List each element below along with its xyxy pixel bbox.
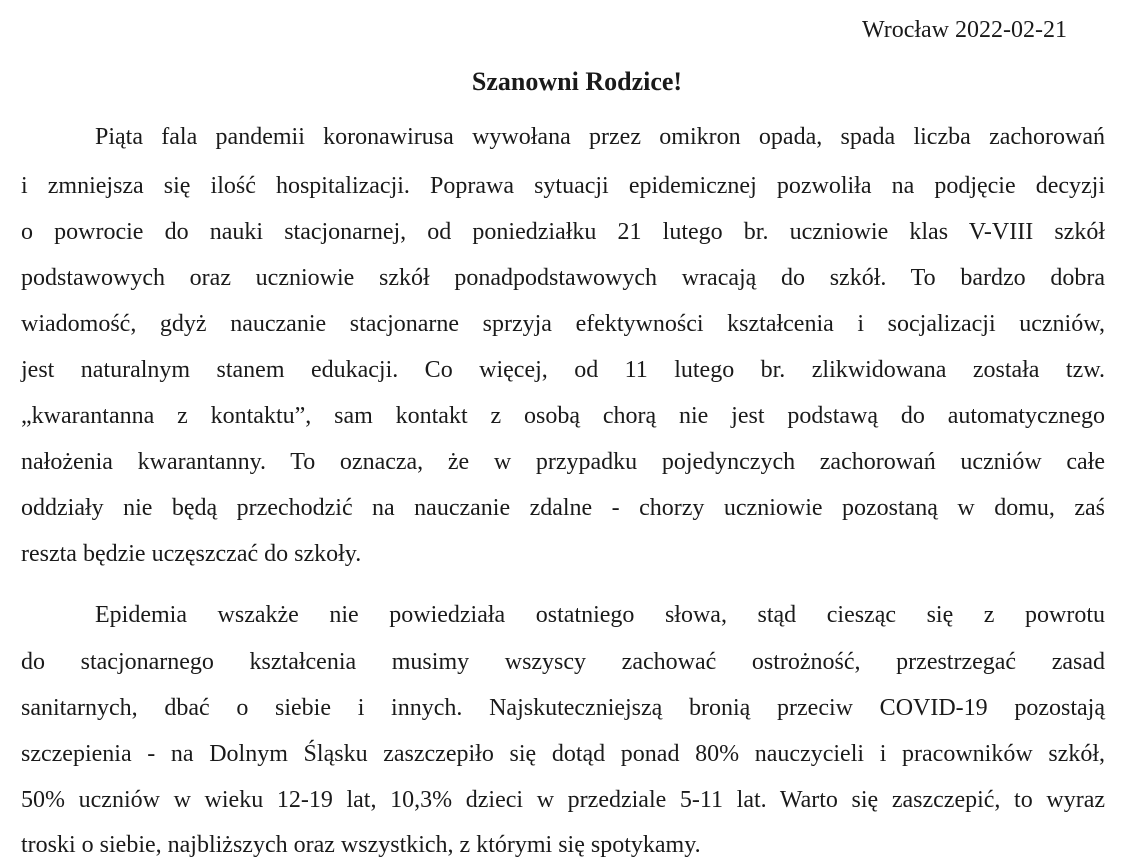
place-date: Wrocław 2022-02-21	[862, 17, 1067, 43]
text-line: „kwarantanna z kontaktu”, sam kontakt z osobą chorą nie jest podstawą do automatycznego	[21, 403, 1105, 429]
text-line: szczepienia - na Dolnym Śląsku zaszczepiło się dotąd ponad 80% nauczycieli i pracowników szkół,	[21, 741, 1105, 767]
text-line: i zmniejsza się ilość hospitalizacji. Poprawa sytuacji epidemicznej pozwoliła na podjęcie decyzji	[21, 173, 1105, 199]
text-line: sanitarnych, dbać o siebie i innych. Najskuteczniejszą bronią przeciw COVID-19 pozostają	[21, 695, 1105, 721]
text-line: reszta będzie uczęszczać do szkoły.	[21, 541, 362, 567]
letter-title: Szanowni Rodzice!	[471, 67, 683, 96]
text-line: Epidemia wszakże nie powiedziała ostatniego słowa, stąd ciesząc się z powrotu	[95, 602, 1105, 628]
text-line: podstawowych oraz uczniowie szkół ponadpodstawowych wracają do szkół. To bardzo dobra	[21, 265, 1105, 291]
text-line: do stacjonarnego kształcenia musimy wszyscy zachować ostrożność, przestrzegać zasad	[21, 649, 1105, 675]
text-line: nałożenia kwarantanny. To oznacza, że w przypadku pojedynczych zachorowań uczniów całe	[21, 449, 1105, 475]
text-line: wiadomość, gdyż nauczanie stacjonarne sprzyja efektywności kształcenia i socjalizacji uczniów,	[21, 311, 1105, 337]
text-line: 50% uczniów w wieku 12-19 lat, 10,3% dzieci w przedziale 5-11 lat. Warto się zaszczepić, to wyraz	[21, 787, 1105, 813]
text-line: troski o siebie, najbliższych oraz wszystkich, z którymi się spotykamy.	[21, 832, 701, 858]
text-line: Piąta fala pandemii koronawirusa wywołana przez omikron opada, spada liczba zachorowań	[95, 124, 1105, 150]
text-line: o powrocie do nauki stacjonarnej, od poniedziałku 21 lutego br. uczniowie klas V-VIII szkół	[21, 219, 1105, 245]
text-line: oddziały nie będą przechodzić na nauczanie zdalne - chorzy uczniowie pozostaną w domu, zaś	[21, 495, 1105, 521]
text-line: jest naturalnym stanem edukacji. Co więcej, od 11 lutego br. zlikwidowana została tzw.	[21, 357, 1105, 383]
